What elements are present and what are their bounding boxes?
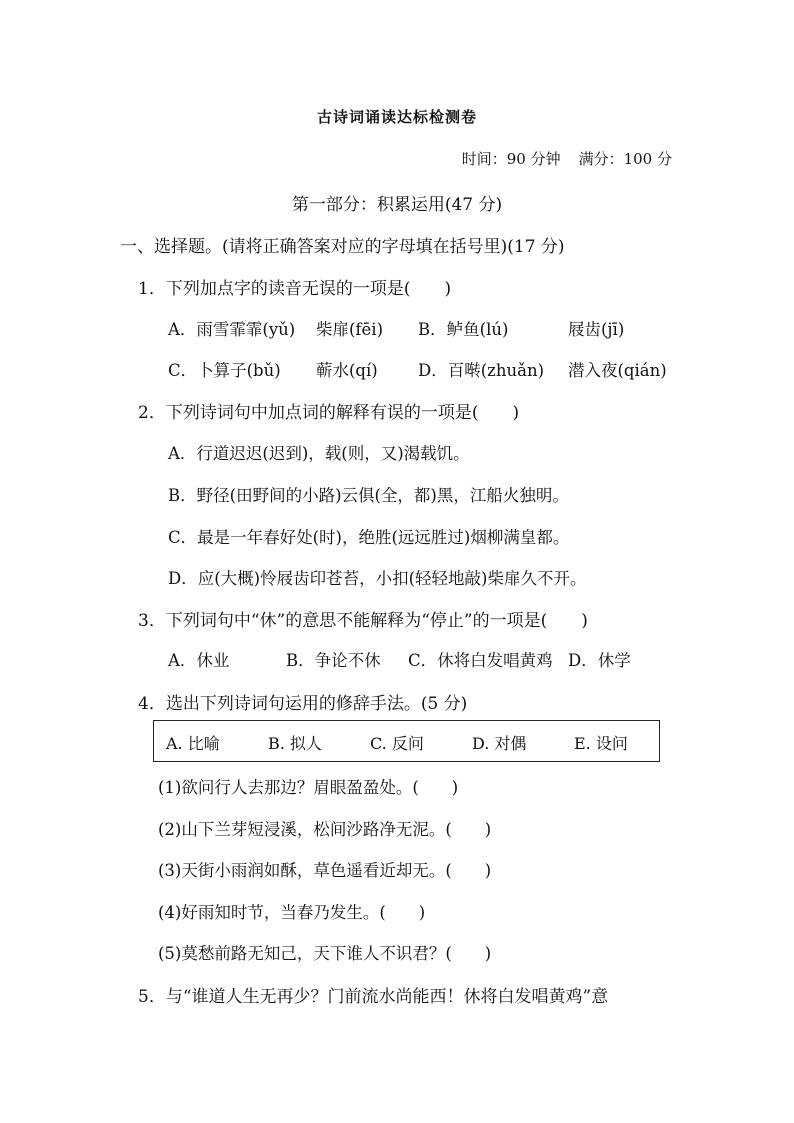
- question-1-option-c: C．卜算子(bǔ): [168, 361, 281, 380]
- question-1-option-d-part-2: 潜入夜(qián): [568, 361, 667, 380]
- question-1-option-a: A．雨雪霏霏(yǔ): [168, 320, 296, 339]
- rhetoric-option-a: A. 比喻: [166, 734, 220, 753]
- question-4-item-5: (5)莫愁前路无知己，天下谁人不识君？( ): [158, 944, 492, 963]
- question-1-option-c-part-2: 蕲水(qí): [316, 361, 378, 380]
- question-3-option-b: B．争论不休: [286, 651, 381, 670]
- exam-time: 时间：90 分钟: [461, 150, 561, 168]
- question-4-item-4: (4)好雨知时节，当春乃发生。( ): [158, 903, 426, 922]
- question-3-stem: 3．下列词句中“休”的意思不能解释为“停止”的一项是( ): [138, 611, 588, 631]
- question-4-item-1: (1)欲问行人去那边？眉眼盈盈处。( ): [158, 778, 459, 797]
- exam-score: 满分：100 分: [578, 150, 672, 168]
- rhetoric-option-b: B. 拟人: [268, 734, 322, 753]
- question-1-option-d: D．百啭(zhuǎn): [418, 361, 545, 380]
- page-title: 古诗词诵读达标检测卷: [316, 108, 477, 126]
- question-2-stem: 2．下列诗词句中加点词的解释有误的一项是( ): [138, 403, 520, 423]
- section-heading: 一、选择题。(请将正确答案对应的字母填在括号里)(17 分): [120, 237, 565, 257]
- question-1-option-b-part-2: 屐齿(jī): [568, 320, 625, 339]
- question-2-option-c: C．最是一年春好处(时)，绝胜(远远胜过)烟柳满皇都。: [168, 528, 570, 547]
- question-3-option-a: A．休业: [168, 651, 230, 670]
- question-2-option-d: D．应(大概)怜屐齿印苍苔，小扣(轻轻地敲)柴扉久不开。: [168, 569, 587, 588]
- question-3-option-d: D．休学: [568, 651, 631, 670]
- question-4-stem: 4．选出下列诗词句运用的修辞手法。(5 分): [138, 694, 468, 714]
- question-3-option-c: C．休将白发唱黄鸡: [408, 651, 553, 670]
- question-5-stem: 5．与“谁道人生无再少？门前流水尚能西！休将白发唱黄鸡”意: [138, 987, 609, 1007]
- question-4-item-3: (3)天街小雨润如酥，草色遥看近却无。( ): [158, 861, 492, 880]
- question-1-option-b: B．鲈鱼(lú): [418, 320, 509, 339]
- question-2-option-b: B．野径(田野间的小路)云俱(全，都)黑，江船火独明。: [168, 486, 569, 505]
- rhetoric-option-c: C. 反问: [370, 734, 424, 753]
- question-2-option-a: A．行道迟迟(迟到)，载(则，又)渴载饥。: [168, 444, 470, 463]
- question-1-stem: 1．下列加点字的读音无误的一项是( ): [138, 279, 452, 299]
- rhetoric-option-d: D. 对偶: [472, 734, 527, 753]
- rhetoric-options-box: [153, 720, 660, 762]
- exam-meta: [462, 148, 672, 169]
- question-4-item-2: (2)山下兰芽短浸溪，松间沙路净无泥。( ): [158, 820, 492, 839]
- rhetoric-option-e: E. 设问: [574, 734, 628, 753]
- question-1-option-a-part-2: 柴扉(fēi): [316, 320, 384, 339]
- part-heading: 第一部分：积累运用(47 分): [291, 195, 503, 215]
